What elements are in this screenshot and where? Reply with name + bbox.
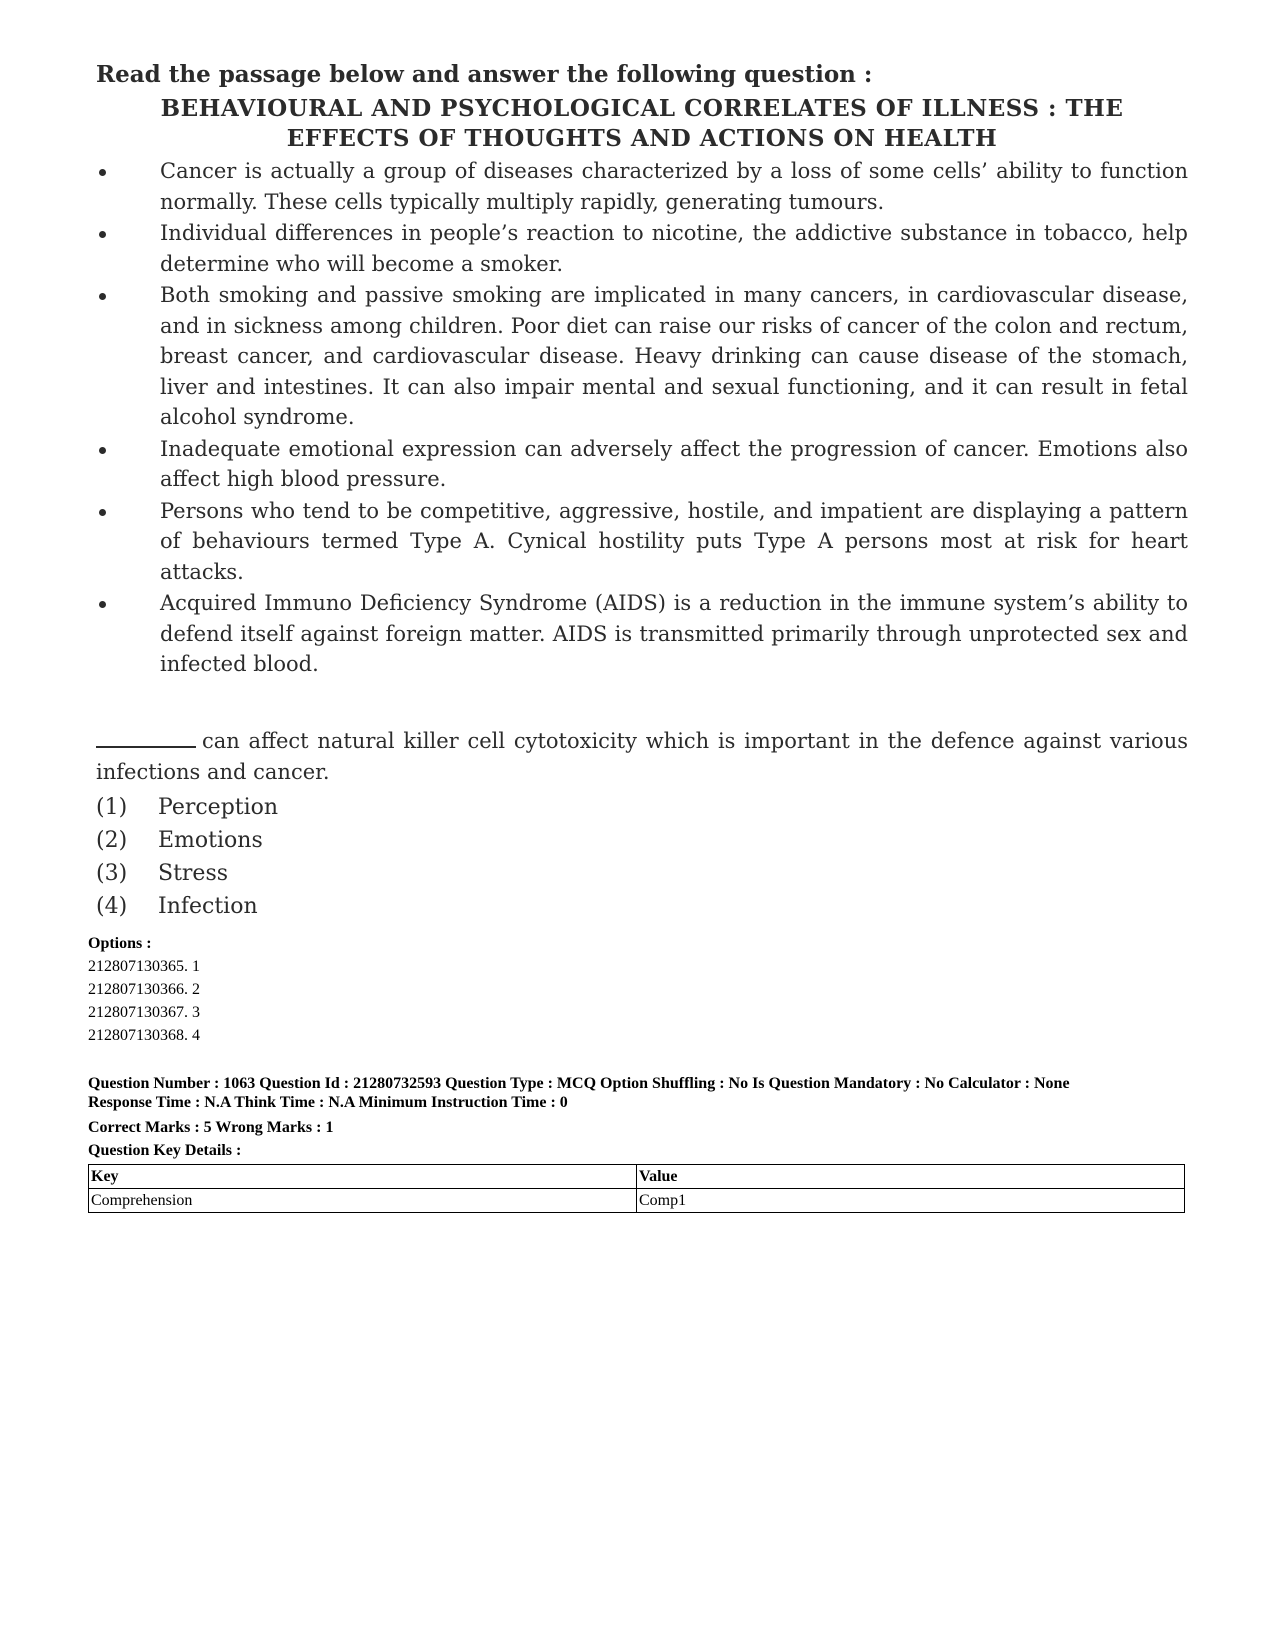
choice-label: Perception — [158, 795, 279, 820]
passage-bullet — [96, 156, 1188, 217]
table-cell: Comprehension — [89, 1189, 637, 1213]
bullet-icon — [99, 509, 106, 516]
choice-number: (2) — [96, 828, 128, 853]
choice-number: (3) — [96, 861, 128, 886]
choice-label: Emotions — [158, 828, 263, 853]
answer-choices — [96, 791, 1188, 923]
question-timing-line: Response Time : N.A Think Time : N.A Minimum Instruction Time : 0 — [88, 1094, 568, 1111]
passage-bullet — [96, 496, 1188, 588]
choice-number: (4) — [96, 894, 128, 919]
key-details-title: Question Key Details : — [88, 1142, 242, 1159]
key-details-table — [88, 1164, 1185, 1213]
question-meta-line: Question Number : 1063 Question Id : 21280732593 Question Type : MCQ Option Shuffling : No Is Question Mandatory : No Calculator : None — [88, 1075, 1070, 1092]
passage-bullet — [96, 588, 1188, 680]
bullet-icon — [99, 169, 106, 176]
table-header-cell: Key — [89, 1165, 637, 1189]
choice-number: (1) — [96, 795, 128, 820]
table-row — [89, 1189, 1185, 1213]
option-item: 212807130366. 2 — [88, 981, 200, 998]
passage-bullet-list — [96, 156, 1188, 680]
option-item: 212807130367. 3 — [88, 1004, 200, 1021]
option-item: 212807130368. 4 — [88, 1027, 200, 1044]
bullet-icon — [99, 231, 106, 238]
passage-bullet — [96, 434, 1188, 495]
bullet-icon — [99, 447, 106, 454]
bullet-text: Cancer is actually a group of diseases characterized by a loss of some cells’ ability to function normally. These cells typically multiply rapidly, generating tumours. — [160, 159, 1188, 214]
question-stem — [96, 726, 1188, 787]
table-cell: Comp1 — [637, 1189, 1185, 1213]
table-header-row — [89, 1165, 1185, 1189]
bullet-text: Acquired Immuno Deficiency Syndrome (AIDS) is a reduction in the immune system’s ability to defend itself against foreign matter. AIDS is transmitted primarily through unprotected sex and infected blood. — [160, 591, 1188, 676]
passage-bullet — [96, 218, 1188, 279]
passage-intro: Read the passage below and answer the following question : — [96, 61, 873, 88]
passage-bullet — [96, 280, 1188, 433]
passage-heading: BEHAVIOURAL AND PSYCHOLOGICAL CORRELATES OF ILLNESS : THE EFFECTS OF THOUGHTS AND ACTIONS ON HEALTH — [160, 95, 1124, 152]
bullet-icon — [99, 601, 106, 608]
bullet-text: Persons who tend to be competitive, aggressive, hostile, and impatient are displaying a pattern of behaviours termed Type A. Cynical hostility puts Type A persons most at risk for heart attacks. — [160, 498, 1188, 584]
choice-label: Infection — [158, 894, 258, 919]
options-list — [88, 932, 1188, 1047]
question-marks: Correct Marks : 5 Wrong Marks : 1 — [88, 1119, 334, 1136]
bullet-text: Individual differences in people’s reaction to nicotine, the addictive substance in tobacco, help determine who will become a smoker. — [160, 221, 1188, 276]
choice-label: Stress — [158, 861, 229, 886]
options-title: Options : — [88, 935, 152, 952]
answer-choice — [96, 824, 1188, 857]
question-block — [96, 726, 1188, 923]
answer-choice — [96, 857, 1188, 890]
question-info — [88, 1074, 1188, 1213]
bullet-text: Inadequate emotional expression can adversely affect the progression of cancer. Emotions also affect high blood pressure. — [160, 436, 1188, 491]
question-text: can affect natural killer cell cytotoxicity which is important in the defence against various infections and cancer. — [96, 729, 1188, 784]
table-header-cell: Value — [637, 1165, 1185, 1189]
bullet-text: Both smoking and passive smoking are implicated in many cancers, in cardiovascular disease, and in sickness among children. Poor diet can raise our risks of cancer of the colon and rectum, breast cancer, and cardiovascular disease. Heavy drinking can cause disease of the stomach, liver and intestines. It can also impair mental and sexual functioning, and it can result in fetal alcohol syndrome. — [160, 283, 1188, 429]
option-item: 212807130365. 1 — [88, 958, 200, 975]
answer-choice — [96, 791, 1188, 824]
fill-in-blank — [96, 728, 196, 748]
answer-choice — [96, 890, 1188, 923]
bullet-icon — [99, 293, 106, 300]
passage-image — [96, 60, 1188, 681]
